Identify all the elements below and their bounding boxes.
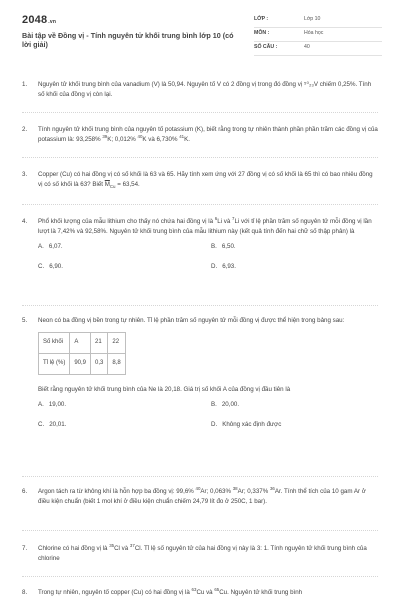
question-3	[22, 170, 378, 191]
text-part: Copper (Cu) có hai đồng vị có số khối là 63 và 65. Hãy tính xem ứng với 27 đồng vị có số khối là 65 thì có bao nhiêu đồng vị có số khối là 63? Biết	[38, 171, 373, 188]
table-row	[39, 353, 126, 374]
question-text	[38, 544, 378, 563]
meta-info	[254, 14, 382, 56]
table-cell: 90,9	[70, 353, 91, 374]
question-8	[22, 588, 378, 598]
table-cell: 8,8	[108, 353, 125, 374]
mass-number: 38	[232, 485, 238, 491]
divider	[22, 576, 378, 577]
option-value: 6,93.	[222, 263, 236, 271]
meta-label: LỚP :	[254, 16, 269, 22]
option-c[interactable]	[38, 262, 63, 272]
option-label: D.	[211, 263, 218, 271]
option-label: A.	[38, 401, 44, 409]
text-part: Phổ khối lượng của mẫu lithium cho thấy nó chứa hai đồng vị là	[38, 218, 215, 225]
meta-value: Lớp 10	[304, 16, 321, 22]
text-part: Chlorine có hai đồng vị là	[38, 545, 110, 552]
question-text	[38, 170, 378, 191]
mass-number: 39	[102, 133, 108, 139]
question-1	[22, 80, 378, 99]
question-number: 7.	[22, 545, 28, 552]
option-value: 20,00.	[221, 401, 240, 409]
mass-number: 41	[179, 133, 185, 139]
option-label: C.	[38, 263, 45, 271]
element-subscript: Cu	[109, 183, 116, 189]
text-part: Ar; 0,063%	[200, 488, 233, 495]
logo-suffix: .vn	[48, 19, 57, 25]
answer-options	[38, 242, 378, 272]
option-d[interactable]	[211, 420, 281, 430]
divider	[22, 157, 378, 158]
mass-number: 6	[214, 215, 218, 221]
text-part: Ar. Tính thể tích của 10 gam Ar ở điều kiện chuẩn (biết 1 mol khí ở điều kiện chuẩn chiếm 24,79 lít đo ở 250C, 1 bar).	[38, 488, 366, 505]
option-value: Không xác định được	[222, 421, 282, 429]
question-text	[38, 125, 378, 144]
option-value: 6,07.	[48, 243, 63, 251]
option-a[interactable]	[38, 400, 66, 410]
option-label: D.	[211, 421, 218, 429]
question-number: 1.	[22, 81, 28, 88]
option-d[interactable]	[211, 262, 236, 272]
isotope-table	[38, 332, 126, 375]
mass-number: 35	[109, 542, 115, 548]
question-followup: Biết rằng nguyên tử khối trung bình của Ne là 20,18. Giá trị số khối A của đồng vị đầu tiên là	[38, 385, 291, 393]
question-7	[22, 544, 378, 563]
text-part: K và 6,730%	[142, 135, 180, 143]
text-part: Tính nguyên tử khối trung bình của nguyên tố potassium (K), biết rằng trong tự nhiên thành phần phần trăm các đồng vị của potassium là: 93,258%	[38, 126, 378, 143]
option-b[interactable]	[211, 400, 239, 410]
site-logo[interactable]	[22, 14, 56, 26]
meta-value: 40	[304, 44, 310, 50]
text-part: Cu và	[196, 589, 215, 596]
option-c[interactable]	[38, 420, 66, 430]
option-value: 6,90.	[49, 263, 63, 271]
meta-value: Hóa học	[304, 30, 324, 36]
table-cell: 0,3	[91, 353, 108, 374]
question-number: 8.	[22, 589, 28, 596]
table-row	[39, 332, 126, 353]
meta-row-class	[254, 14, 382, 28]
table-cell: 22	[108, 332, 125, 353]
table-cell: Số khối	[39, 332, 70, 353]
divider	[22, 305, 378, 306]
text-part: Cl. Tỉ lệ số nguyên tử của hai đồng vị này là 3: 1. Tính nguyên tử khối trung bình của chlorine	[38, 545, 367, 562]
divider	[22, 204, 378, 205]
text-part: Cl và	[114, 545, 130, 552]
option-value: 20,01.	[49, 421, 67, 429]
average-mass-symbol: $\overline{M}$	[104, 180, 110, 188]
mass-number: 40	[137, 133, 143, 139]
document-header	[22, 14, 382, 60]
option-b[interactable]	[211, 242, 236, 252]
question-number: 3.	[22, 171, 28, 178]
option-value: 6,50.	[221, 243, 236, 251]
question-number: 6.	[22, 488, 28, 495]
document-title: Bài tập về Đồng vị - Tính nguyên tử khối trung bình lớp 10 (có lời giải)	[22, 31, 234, 49]
option-label: A.	[38, 243, 44, 251]
meta-row-subject	[254, 28, 382, 42]
divider	[22, 112, 378, 113]
option-label: B.	[211, 401, 217, 409]
option-label: C.	[38, 421, 45, 429]
question-number: 2.	[22, 126, 28, 133]
text-part: Cu. Nguyên tử khối trung bình	[219, 589, 303, 596]
table-cell: Tỉ lệ (%)	[39, 353, 70, 374]
mass-number: 7	[232, 215, 235, 221]
question-2	[22, 125, 378, 144]
text-part: Argon tách ra từ không khí là hỗn hợp ba đồng vị: 99,6%	[38, 488, 196, 495]
mass-number: 63	[191, 586, 197, 592]
text-part: Trong tự nhiên, nguyên tố copper (Cu) có hai đồng vị là	[38, 589, 192, 596]
text-part: K.	[184, 135, 190, 143]
meta-row-count	[254, 42, 382, 56]
divider	[22, 476, 378, 477]
text-part: Ar; 0,337%	[237, 488, 270, 495]
mass-number: 40	[195, 485, 201, 491]
question-text: Nguyên tử khối trung bình của vanadium (V) là 50,94. Nguyên tố V có 2 đồng vị trong đó đồng vị ⁵⁰₂₃V chiếm 0,25%. Tính số khối của đồng vị còn lại.	[38, 81, 372, 98]
meta-label: SỐ CÂU :	[254, 44, 278, 50]
option-label: B.	[211, 243, 217, 251]
option-value: 19,00.	[48, 401, 67, 409]
mass-number: 37	[129, 542, 135, 548]
table-cell: A	[70, 332, 91, 353]
text-part: = 63,54.	[115, 180, 140, 188]
question-4	[22, 217, 378, 272]
option-a[interactable]	[38, 242, 63, 252]
question-text	[38, 588, 378, 598]
question-5	[22, 316, 378, 430]
text-part: Li với tỉ lệ phần trăm số nguyên tử mỗi đồng vị lần lượt là 7,42% và 92,58%. Nguyên tử khối trung bình của mẫu lithium này (kết quả tính đến hai chữ số thập phân) là	[38, 218, 372, 235]
question-number: 4.	[22, 218, 28, 225]
mass-number: 36	[269, 485, 275, 491]
question-number: 5.	[22, 317, 28, 324]
question-text	[38, 487, 378, 506]
table-cell: 21	[91, 332, 108, 353]
text-part: Li và	[217, 218, 233, 225]
question-text: Neon có ba đồng vị bền trong tự nhiên. Tỉ lệ phần trăm số nguyên tử mỗi đồng vị được thể hiện trong bảng sau:	[38, 317, 345, 324]
text-part: K; 0,012%	[107, 135, 138, 143]
mass-number: 65	[214, 586, 220, 592]
divider	[22, 530, 378, 531]
question-text	[38, 217, 378, 236]
logo-text: 2048	[22, 14, 48, 26]
meta-label: MÔN :	[254, 30, 270, 36]
answer-options	[38, 400, 378, 430]
question-6	[22, 487, 378, 506]
